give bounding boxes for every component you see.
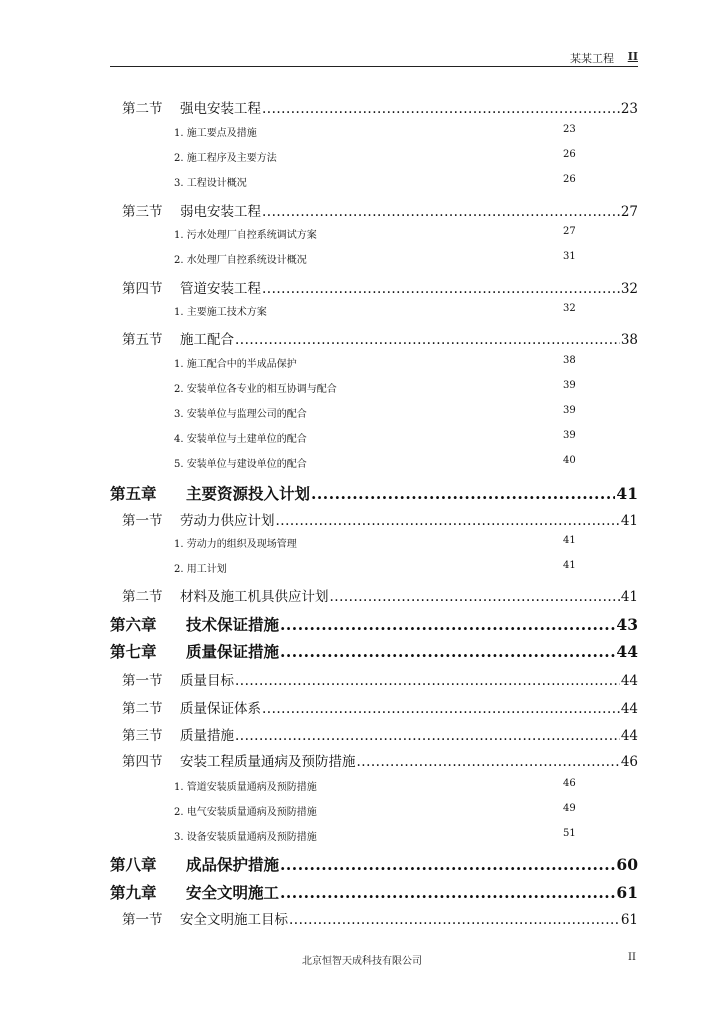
- toc-entry-page: 46: [620, 754, 638, 770]
- toc-section[interactable]: [122, 750, 638, 770]
- footer-page-number: II: [628, 952, 636, 963]
- toc-item[interactable]: [174, 303, 604, 318]
- toc-dot-leader: [289, 912, 620, 928]
- toc-dot-leader: [357, 754, 620, 770]
- footer-company: 北京恒智天成科技有限公司: [302, 956, 422, 967]
- toc-chapter[interactable]: [110, 482, 638, 504]
- toc-entry-page: 23: [563, 124, 576, 135]
- header-page-number: II: [627, 50, 638, 63]
- toc-entry-page: 46: [563, 778, 576, 789]
- toc-entry-page: 51: [563, 828, 576, 839]
- toc-entry-title: 5. 安装单位与建设单位的配合: [174, 459, 307, 470]
- toc-entry-page: 32: [563, 303, 576, 314]
- toc-entry-label: 第四节: [122, 754, 163, 770]
- toc-entry-page: 27: [563, 226, 576, 237]
- toc-entry-page: 61: [620, 912, 638, 928]
- toc-entry-page: 44: [616, 642, 638, 661]
- toc-entry-label: 第七章: [110, 642, 157, 661]
- toc-item[interactable]: [174, 535, 604, 550]
- toc-chapter[interactable]: [110, 613, 638, 635]
- toc-item[interactable]: [174, 430, 604, 445]
- toc-entry-label: 第一节: [122, 912, 163, 928]
- toc-entry-title: 2. 安装单位各专业的相互协调与配合: [174, 384, 337, 395]
- toc-entry-title: 质量保证体系: [180, 701, 261, 717]
- toc-entry-title: 施工配合: [180, 332, 234, 348]
- toc-entry-page: 27: [620, 204, 638, 220]
- toc-entry-title: 3. 工程设计概况: [174, 178, 247, 189]
- toc-entry-page: 31: [563, 251, 576, 262]
- toc-entry-page: 39: [563, 405, 576, 416]
- toc-dot-leader: [280, 642, 615, 661]
- toc-entry-page: 41: [563, 535, 576, 546]
- toc-entry-page: 39: [563, 430, 576, 441]
- toc-dot-leader: [280, 615, 615, 634]
- toc-entry-page: 44: [620, 728, 638, 744]
- toc-entry-title: 3. 安装单位与监理公司的配合: [174, 409, 307, 420]
- toc-entry-label: 第四节: [122, 281, 163, 297]
- toc-item[interactable]: [174, 405, 604, 420]
- toc-dot-leader: [280, 883, 615, 902]
- toc-item[interactable]: [174, 355, 604, 370]
- toc-item[interactable]: [174, 124, 604, 139]
- toc-dot-leader: [276, 513, 620, 529]
- toc-item[interactable]: [174, 803, 604, 818]
- toc-entry-page: 44: [620, 701, 638, 717]
- toc-entry-label: 第六章: [110, 615, 157, 634]
- toc-chapter[interactable]: [110, 853, 638, 875]
- toc-entry-title: 材料及施工机具供应计划: [180, 589, 329, 605]
- toc-entry-label: 第二节: [122, 589, 163, 605]
- toc-entry-title: 安全文明施工目标: [180, 912, 288, 928]
- toc-dot-leader: [311, 484, 615, 503]
- toc-entry-page: 60: [616, 855, 638, 874]
- toc-section[interactable]: [122, 277, 638, 297]
- toc-section[interactable]: [122, 509, 638, 529]
- toc-entry-label: 第一节: [122, 513, 163, 529]
- toc-entry-label: 第二节: [122, 701, 163, 717]
- toc-entry-page: 38: [620, 332, 638, 348]
- toc-entry-title: 4. 安装单位与土建单位的配合: [174, 434, 307, 445]
- toc-section[interactable]: [122, 697, 638, 717]
- toc-section[interactable]: [122, 908, 638, 928]
- toc-entry-page: 44: [620, 673, 638, 689]
- toc-dot-leader: [280, 855, 615, 874]
- toc-dot-leader: [235, 673, 620, 689]
- toc-entry-title: 强电安装工程: [180, 101, 261, 117]
- toc-entry-title: 1. 施工配合中的半成品保护: [174, 359, 297, 370]
- toc-entry-title: 质量措施: [180, 728, 234, 744]
- toc-entry-page: 41: [620, 589, 638, 605]
- toc-section[interactable]: [122, 724, 638, 744]
- toc-dot-leader: [235, 728, 620, 744]
- toc-item[interactable]: [174, 149, 604, 164]
- toc-entry-title: 1. 施工要点及措施: [174, 128, 257, 139]
- toc-entry-title: 技术保证措施: [186, 615, 280, 634]
- toc-entry-title: 1. 主要施工技术方案: [174, 307, 267, 318]
- toc-entry-page: 41: [563, 560, 576, 571]
- toc-entry-title: 1. 污水处理厂自控系统调试方案: [174, 230, 317, 241]
- toc-entry-label: 第三节: [122, 204, 163, 220]
- toc-entry-page: 41: [616, 484, 638, 503]
- toc-item[interactable]: [174, 560, 604, 575]
- toc-dot-leader: [262, 281, 620, 297]
- toc-dot-leader: [330, 589, 620, 605]
- toc-entry-title: 质量目标: [180, 673, 234, 689]
- toc-entry-page: 61: [616, 883, 638, 902]
- toc-item[interactable]: [174, 251, 604, 266]
- toc-chapter[interactable]: [110, 640, 638, 662]
- toc-dot-leader: [262, 701, 620, 717]
- toc-entry-label: 第五节: [122, 332, 163, 348]
- toc-entry-page: 23: [620, 101, 638, 117]
- toc-dot-leader: [262, 204, 620, 220]
- toc-section[interactable]: [122, 97, 638, 117]
- toc-entry-label: 第八章: [110, 855, 157, 874]
- toc-item[interactable]: [174, 226, 604, 241]
- toc-entry-title: 2. 水处理厂自控系统设计概况: [174, 255, 307, 266]
- toc-entry-title: 主要资源投入计划: [186, 484, 311, 503]
- header-title: 某某工程: [570, 52, 614, 65]
- toc-entry-label: 第一节: [122, 673, 163, 689]
- toc-entry-page: 40: [563, 455, 576, 466]
- toc-entry-title: 安装工程质量通病及预防措施: [180, 754, 356, 770]
- toc-entry-title: 成品保护措施: [186, 855, 280, 874]
- toc-entry-title: 2. 用工计划: [174, 564, 227, 575]
- toc-entry-title: 2. 施工程序及主要方法: [174, 153, 277, 164]
- toc-entry-page: 49: [563, 803, 576, 814]
- toc-entry-title: 弱电安装工程: [180, 204, 261, 220]
- toc-entry-page: 39: [563, 380, 576, 391]
- toc-section[interactable]: [122, 200, 638, 220]
- page-header: [110, 44, 638, 67]
- toc-entry-label: 第九章: [110, 883, 157, 902]
- toc-entry-title: 管道安装工程: [180, 281, 261, 297]
- toc-entry-page: 43: [616, 615, 638, 634]
- toc-item[interactable]: [174, 828, 604, 843]
- toc-section[interactable]: [122, 669, 638, 689]
- toc-section[interactable]: [122, 585, 638, 605]
- toc-entry-page: 26: [563, 174, 576, 185]
- toc-item[interactable]: [174, 778, 604, 793]
- toc-entry-title: 劳动力供应计划: [180, 513, 275, 529]
- toc-entry-page: 38: [563, 355, 576, 366]
- toc-item[interactable]: [174, 455, 604, 470]
- toc-entry-title: 质量保证措施: [186, 642, 280, 661]
- toc-dot-leader: [235, 332, 620, 348]
- toc-chapter[interactable]: [110, 881, 638, 903]
- toc-entry-label: 第二节: [122, 101, 163, 117]
- toc-entry-title: 安全文明施工: [186, 883, 280, 902]
- toc-entry-page: 41: [620, 513, 638, 529]
- toc-entry-title: 3. 设备安装质量通病及预防措施: [174, 832, 317, 843]
- toc-item[interactable]: [174, 380, 604, 395]
- toc-entry-title: 2. 电气安装质量通病及预防措施: [174, 807, 317, 818]
- toc-entry-page: 26: [563, 149, 576, 160]
- toc-entry-label: 第三节: [122, 728, 163, 744]
- toc-entry-title: 1. 管道安装质量通病及预防措施: [174, 782, 317, 793]
- toc-item[interactable]: [174, 174, 604, 189]
- toc-entry-page: 32: [620, 281, 638, 297]
- toc-entry-title: 1. 劳动力的组织及现场管理: [174, 539, 297, 550]
- toc-entry-label: 第五章: [110, 484, 157, 503]
- toc-section[interactable]: [122, 328, 638, 348]
- toc-dot-leader: [262, 101, 620, 117]
